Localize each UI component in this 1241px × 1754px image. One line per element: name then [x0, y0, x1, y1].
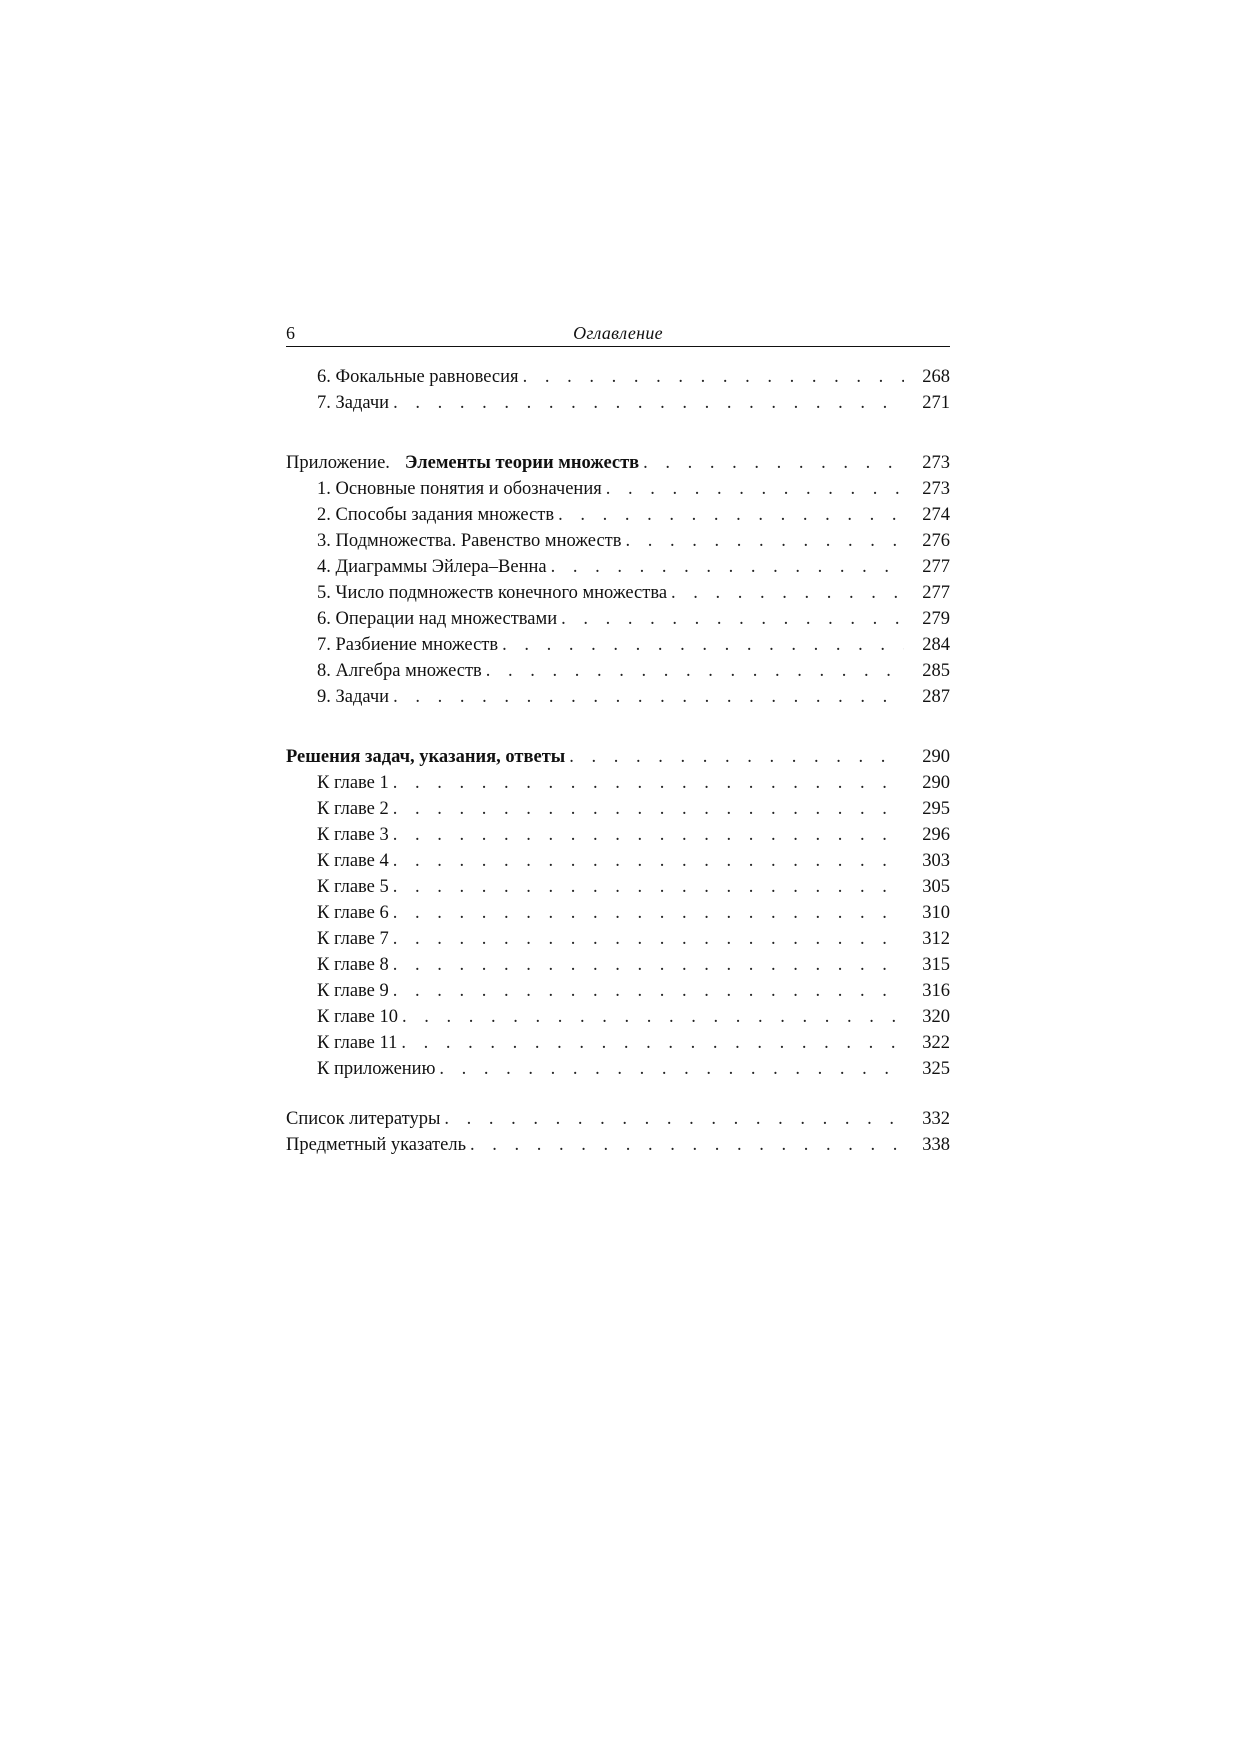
toc-entry[interactable]: [286, 822, 950, 848]
leader-dots: [393, 926, 904, 952]
toc-entry-page: 296: [922, 825, 950, 845]
leader-dots: [626, 528, 904, 554]
toc-entry-label: К главе 4: [317, 851, 389, 871]
leader-dots: [671, 580, 904, 606]
leader-dots: [569, 744, 904, 770]
leader-dots: [606, 476, 904, 502]
toc-entry-label: К главе 8: [317, 955, 389, 975]
toc-entry-page: 322: [922, 1033, 950, 1053]
toc-entry[interactable]: [286, 364, 950, 390]
toc-entry[interactable]: [286, 796, 950, 822]
toc-entry-page: 276: [922, 531, 950, 551]
toc-entry-label: К главе 1: [317, 773, 389, 793]
toc-group-solutions: [286, 744, 950, 1082]
toc-entry-page: 287: [922, 687, 950, 707]
leader-dots: [558, 502, 904, 528]
toc-entry-page: 284: [922, 635, 950, 655]
toc-entry-label: 8. Алгебра множеств: [317, 661, 482, 681]
leader-dots: [402, 1004, 904, 1030]
toc-entry-page: 277: [922, 583, 950, 603]
leader-dots: [502, 632, 904, 658]
toc-entry-page: 332: [922, 1109, 950, 1129]
leader-dots: [401, 1030, 904, 1056]
toc-entry-label: К главе 9: [317, 981, 389, 1001]
leader-dots: [393, 796, 904, 822]
leader-dots: [393, 874, 904, 900]
leader-dots: [393, 848, 904, 874]
toc-entry[interactable]: [286, 580, 950, 606]
leader-dots: [393, 770, 904, 796]
leader-dots: [393, 978, 904, 1004]
toc-entry[interactable]: [286, 476, 950, 502]
toc-entry[interactable]: [286, 502, 950, 528]
leader-dots: [393, 684, 904, 710]
table-of-contents: [286, 364, 950, 1158]
toc-entry[interactable]: [286, 952, 950, 978]
book-page: [286, 322, 950, 1192]
toc-entry-label: [286, 450, 639, 476]
toc-entry-label: К приложению: [317, 1059, 436, 1079]
running-header: [286, 322, 950, 347]
page-number: 6: [286, 323, 295, 343]
toc-solutions-heading[interactable]: [286, 744, 950, 770]
leader-dots: [523, 364, 904, 390]
toc-entry-label: 1. Основные понятия и обозначения: [317, 479, 602, 499]
leader-dots: [439, 1056, 904, 1082]
toc-entry-page: 290: [922, 773, 950, 793]
toc-group-previous-chapter: [286, 364, 950, 416]
toc-entry-subject-index[interactable]: [286, 1132, 950, 1158]
toc-entry-label: 2. Способы задания множеств: [317, 505, 555, 525]
toc-entry[interactable]: [286, 554, 950, 580]
toc-entry[interactable]: [286, 390, 950, 416]
toc-entry[interactable]: [286, 606, 950, 632]
toc-entry[interactable]: [286, 1030, 950, 1056]
toc-entry-page: 273: [922, 453, 950, 473]
toc-entry-label: 4. Диаграммы Эйлера–Венна: [317, 557, 547, 577]
toc-entry-page: 295: [922, 799, 950, 819]
leader-dots: [470, 1132, 904, 1158]
toc-entry-page: 316: [922, 981, 950, 1001]
toc-entry-label: 3. Подмножества. Равенство множеств: [317, 531, 622, 551]
toc-entry-label: 7. Задачи: [317, 393, 390, 413]
leader-dots: [486, 658, 904, 684]
toc-entry-label: К главе 3: [317, 825, 389, 845]
toc-entry[interactable]: [286, 900, 950, 926]
toc-entry[interactable]: [286, 658, 950, 684]
toc-entry-label: Список литературы: [286, 1109, 441, 1129]
toc-entry-label: 9. Задачи: [317, 687, 390, 707]
toc-entry[interactable]: [286, 684, 950, 710]
toc-entry-label: К главе 10: [317, 1007, 399, 1027]
solutions-title: Решения задач, указания, ответы: [286, 747, 566, 767]
toc-entry[interactable]: [286, 978, 950, 1004]
running-title: Оглавление: [573, 323, 663, 343]
leader-dots: [393, 390, 904, 416]
leader-dots: [393, 900, 904, 926]
toc-entry-label: 6. Операции над множествами: [317, 609, 558, 629]
toc-entry-page: 279: [922, 609, 950, 629]
toc-entry-label: [286, 744, 565, 770]
leader-dots: [551, 554, 904, 580]
toc-entry-page: 310: [922, 903, 950, 923]
toc-entry-bibliography[interactable]: [286, 1106, 950, 1132]
leader-dots: [393, 822, 904, 848]
toc-entry-label: Предметный указатель: [286, 1135, 467, 1155]
toc-entry-page: 277: [922, 557, 950, 577]
toc-entry-page: 303: [922, 851, 950, 871]
toc-entry[interactable]: [286, 848, 950, 874]
toc-entry[interactable]: [286, 926, 950, 952]
toc-entry-label: К главе 11: [317, 1033, 398, 1053]
toc-entry-page: 273: [922, 479, 950, 499]
leader-dots: [561, 606, 904, 632]
toc-group-back-matter: [286, 1106, 950, 1158]
appendix-title: Элементы теории множеств: [404, 453, 640, 473]
toc-entry-page: 305: [922, 877, 950, 897]
toc-entry[interactable]: [286, 528, 950, 554]
toc-entry-label: К главе 7: [317, 929, 389, 949]
toc-entry-page: 268: [922, 367, 950, 387]
toc-entry[interactable]: [286, 632, 950, 658]
toc-entry[interactable]: [286, 1056, 950, 1082]
toc-entry-page: 320: [922, 1007, 950, 1027]
leader-dots: [643, 450, 904, 476]
toc-entry[interactable]: [286, 770, 950, 796]
leader-dots: [444, 1106, 904, 1132]
leader-dots: [393, 952, 904, 978]
appendix-prefix: Приложение.: [286, 453, 390, 473]
toc-entry[interactable]: [286, 874, 950, 900]
toc-entry-page: 312: [922, 929, 950, 949]
toc-entry-page: 290: [922, 747, 950, 767]
toc-group-appendix: [286, 450, 950, 710]
toc-entry-page: 271: [922, 393, 950, 413]
toc-entry-page: 315: [922, 955, 950, 975]
toc-entry-page: 285: [922, 661, 950, 681]
toc-entry-label: 7. Разбиение множеств: [317, 635, 499, 655]
toc-entry-label: К главе 6: [317, 903, 389, 923]
toc-entry[interactable]: [286, 1004, 950, 1030]
toc-entry-page: 338: [922, 1135, 950, 1155]
toc-entry-label: 5. Число подмножеств конечного множества: [317, 583, 668, 603]
toc-entry-page: 325: [922, 1059, 950, 1079]
toc-appendix-heading[interactable]: [286, 450, 950, 476]
toc-entry-page: 274: [922, 505, 950, 525]
toc-entry-label: К главе 5: [317, 877, 389, 897]
toc-entry-label: 6. Фокальные равновесия: [317, 367, 519, 387]
toc-entry-label: К главе 2: [317, 799, 389, 819]
